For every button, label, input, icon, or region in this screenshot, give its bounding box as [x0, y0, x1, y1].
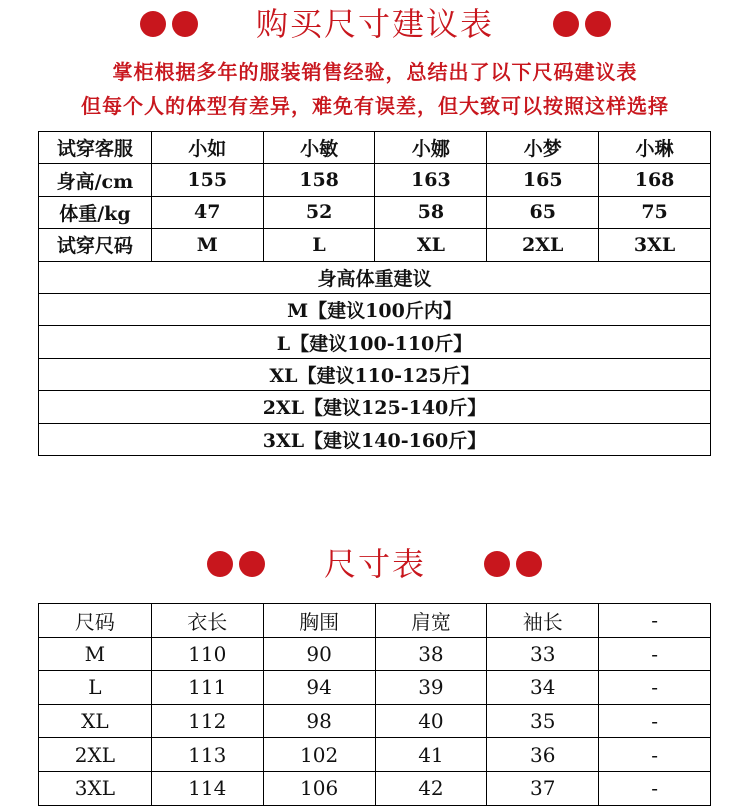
size-value: 37: [487, 771, 599, 805]
recommend-text: 2XL【建议125-140斤】: [39, 391, 711, 423]
recommend-row: [39, 423, 711, 455]
fit-cell: 小琳: [599, 132, 711, 164]
size-label: M: [39, 637, 152, 671]
fit-row-label: 体重/kg: [39, 196, 152, 228]
subtitle-line-2: 但每个人的体型有差异，难免有误差，但大致可以按照这样选择: [81, 94, 669, 118]
fit-cell: M: [151, 229, 263, 261]
fit-cell: 155: [151, 164, 263, 196]
size-table-header-row: [39, 604, 711, 638]
size-value: 112: [151, 704, 263, 738]
size-label: XL: [39, 704, 152, 738]
size-value: 113: [151, 738, 263, 772]
fit-cell: 2XL: [487, 229, 599, 261]
fit-cell: 168: [599, 164, 711, 196]
size-table-row: [39, 704, 711, 738]
size-value: -: [599, 738, 711, 772]
fit-cell: 52: [263, 196, 375, 228]
size-table-row: [39, 771, 711, 805]
size-column-header: 胸围: [263, 604, 375, 638]
size-value: -: [599, 671, 711, 705]
size-column-header: 肩宽: [375, 604, 487, 638]
size-value: 98: [263, 704, 375, 738]
size-table-row: [39, 637, 711, 671]
size-table-row: [39, 671, 711, 705]
size-value: 114: [151, 771, 263, 805]
fit-row-label: 试穿尺码: [39, 229, 152, 261]
size-value: 34: [487, 671, 599, 705]
size-label: 2XL: [39, 738, 152, 772]
fit-table-row: [39, 229, 711, 261]
size-value: 106: [263, 771, 375, 805]
red-dot-icon: [207, 551, 233, 577]
size-value: 111: [151, 671, 263, 705]
fit-table-row: [39, 132, 711, 164]
title-1-row: [0, 0, 750, 50]
size-value: 36: [487, 738, 599, 772]
red-dot-icon: [516, 551, 542, 577]
red-dot-icon: [585, 11, 611, 37]
size-value: 110: [151, 637, 263, 671]
recommend-header-row: [39, 261, 711, 293]
red-dot-icon: [484, 551, 510, 577]
fit-table-row: [39, 196, 711, 228]
page-title: 购买尺寸建议表: [256, 5, 495, 43]
fit-cell: 163: [375, 164, 487, 196]
size-value: 41: [375, 738, 487, 772]
fit-cell: 58: [375, 196, 487, 228]
recommend-text: M【建议100斤内】: [39, 293, 711, 325]
title-2-row: [0, 540, 750, 590]
fit-cell: 3XL: [599, 229, 711, 261]
recommend-text: L【建议100-110斤】: [39, 326, 711, 358]
size-value: 90: [263, 637, 375, 671]
recommend-header: 身高体重建议: [39, 261, 711, 293]
fit-cell: 47: [151, 196, 263, 228]
fit-cell: 75: [599, 196, 711, 228]
size-label: 3XL: [39, 771, 152, 805]
red-dot-icon: [172, 11, 198, 37]
size-value: 94: [263, 671, 375, 705]
recommend-row: [39, 293, 711, 325]
size-value: 38: [375, 637, 487, 671]
fit-table: [38, 131, 711, 456]
size-value: 40: [375, 704, 487, 738]
size-column-header: -: [599, 604, 711, 638]
fit-row-label: 身高/cm: [39, 164, 152, 196]
size-value: -: [599, 771, 711, 805]
fit-cell: 小如: [151, 132, 263, 164]
size-table-row: [39, 738, 711, 772]
fit-cell: 165: [487, 164, 599, 196]
recommend-row: [39, 391, 711, 423]
recommend-text: XL【建议110-125斤】: [39, 358, 711, 390]
size-value: -: [599, 637, 711, 671]
size-column-header: 衣长: [151, 604, 263, 638]
size-value: 39: [375, 671, 487, 705]
size-value: 33: [487, 637, 599, 671]
size-value: -: [599, 704, 711, 738]
size-value: 102: [263, 738, 375, 772]
subtitle-line-1: 掌柜根据多年的服装销售经验，总结出了以下尺码建议表: [112, 60, 638, 84]
size-column-header: 尺码: [39, 604, 152, 638]
size-column-header: 袖长: [487, 604, 599, 638]
fit-cell: 小敏: [263, 132, 375, 164]
fit-cell: 158: [263, 164, 375, 196]
size-table: [38, 603, 711, 806]
size-chart-title: 尺寸表: [324, 545, 427, 583]
fit-cell: L: [263, 229, 375, 261]
fit-cell: 小娜: [375, 132, 487, 164]
fit-cell: XL: [375, 229, 487, 261]
red-dot-icon: [553, 11, 579, 37]
fit-row-label: 试穿客服: [39, 132, 152, 164]
fit-cell: 65: [487, 196, 599, 228]
recommend-row: [39, 358, 711, 390]
fit-table-row: [39, 164, 711, 196]
recommend-row: [39, 326, 711, 358]
recommend-text: 3XL【建议140-160斤】: [39, 423, 711, 455]
fit-cell: 小梦: [487, 132, 599, 164]
red-dot-icon: [239, 551, 265, 577]
red-dot-icon: [140, 11, 166, 37]
size-label: L: [39, 671, 152, 705]
size-value: 42: [375, 771, 487, 805]
size-value: 35: [487, 704, 599, 738]
